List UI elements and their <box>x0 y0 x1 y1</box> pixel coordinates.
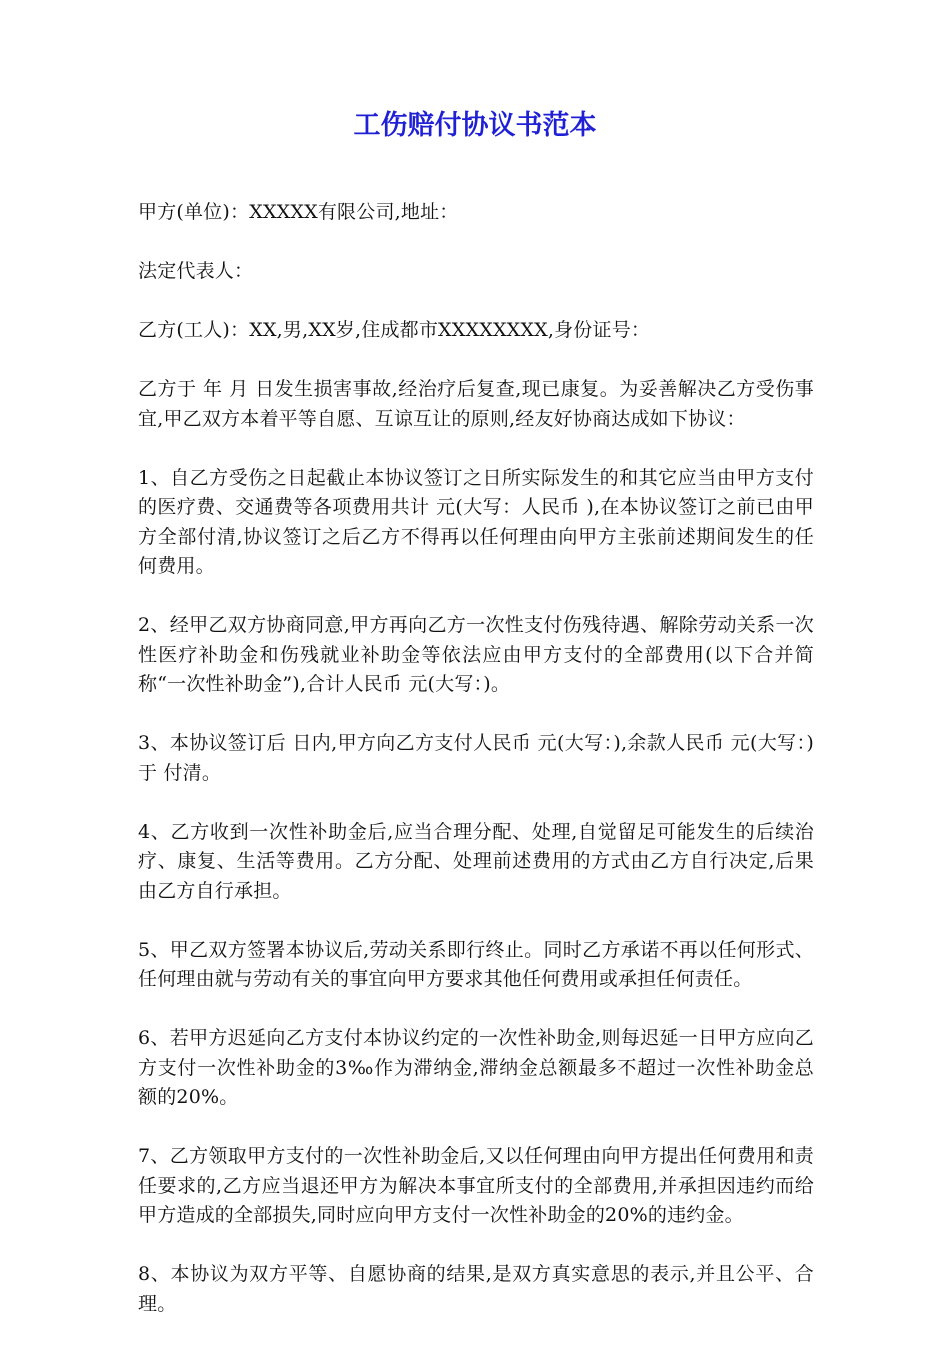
clause-2-paragraph: 2、经甲乙双方协商同意,甲方再向乙方一次性支付伤残待遇、解除劳动关系一次性医疗补助金和伤残就业补助金等依法应由甲方支付的全部费用(以下合并简称“一次性补助金”),合计人民币 元(大写：)。 <box>138 614 814 695</box>
clause-3-paragraph: 3、本协议签订后 日内,甲方向乙方支付人民币 元(大写：),余款人民币 元(大写：)于 付清。 <box>138 732 814 784</box>
clause-6-paragraph: 6、若甲方迟延向乙方支付本协议约定的一次性补助金,则每迟延一日甲方应向乙方支付一次性补助金的3‰作为滞纳金,滞纳金总额最多不超过一次性补助金总额的20%。 <box>138 1027 814 1108</box>
party-b-paragraph: 乙方(工人)：XX,男,XX岁,住成都市XXXXXXXX,身份证号： <box>138 319 651 341</box>
clause-5-paragraph: 5、甲乙双方签署本协议后,劳动关系即行终止。同时乙方承诺不再以任何形式、任何理由就与劳动有关的事宜向甲方要求其他任何费用或承担任何责任。 <box>138 938 814 990</box>
document-title: 工伤赔付协议书范本 <box>353 110 597 141</box>
clause-1-paragraph: 1、自乙方受伤之日起截止本协议签订之日所实际发生的和其它应当由甲方支付的医疗费、交通费等各项费用共计 元(大写：人民币 ),在本协议签订之前已由甲方全部付清,协议签订之后乙方不得再以任何理由向甲方主张前述期间发生的任何费用。 <box>138 466 814 577</box>
clause-8-paragraph: 8、本协议为双方平等、自愿协商的结果,是双方真实意思的表示,并且公平、合理。 <box>138 1263 814 1315</box>
legal-representative-paragraph: 法定代表人： <box>138 260 254 282</box>
preamble-paragraph: 乙方于 年 月 日发生损害事故,经治疗后复查,现已康复。为妥善解决乙方受伤事宜,甲乙双方本着平等自愿、互谅互让的原则,经友好协商达成如下协议： <box>138 378 814 430</box>
clause-7-paragraph: 7、乙方领取甲方支付的一次性补助金后,又以任何理由向甲方提出任何费用和责任要求的,乙方应当退还甲方为解决本事宜所支付的全部费用,并承担因违约而给甲方造成的全部损失,同时应向甲方支付一次性补助金的20%的违约金。 <box>138 1145 814 1226</box>
clause-4-paragraph: 4、乙方收到一次性补助金后,应当合理分配、处理,自觉留足可能发生的后续治疗、康复、生活等费用。乙方分配、处理前述费用的方式由乙方自行决定,后果由乙方自行承担。 <box>138 820 814 902</box>
document-body <box>138 198 814 1349</box>
party-a-paragraph: 甲方(单位)：XXXXX有限公司,地址： <box>138 201 459 223</box>
